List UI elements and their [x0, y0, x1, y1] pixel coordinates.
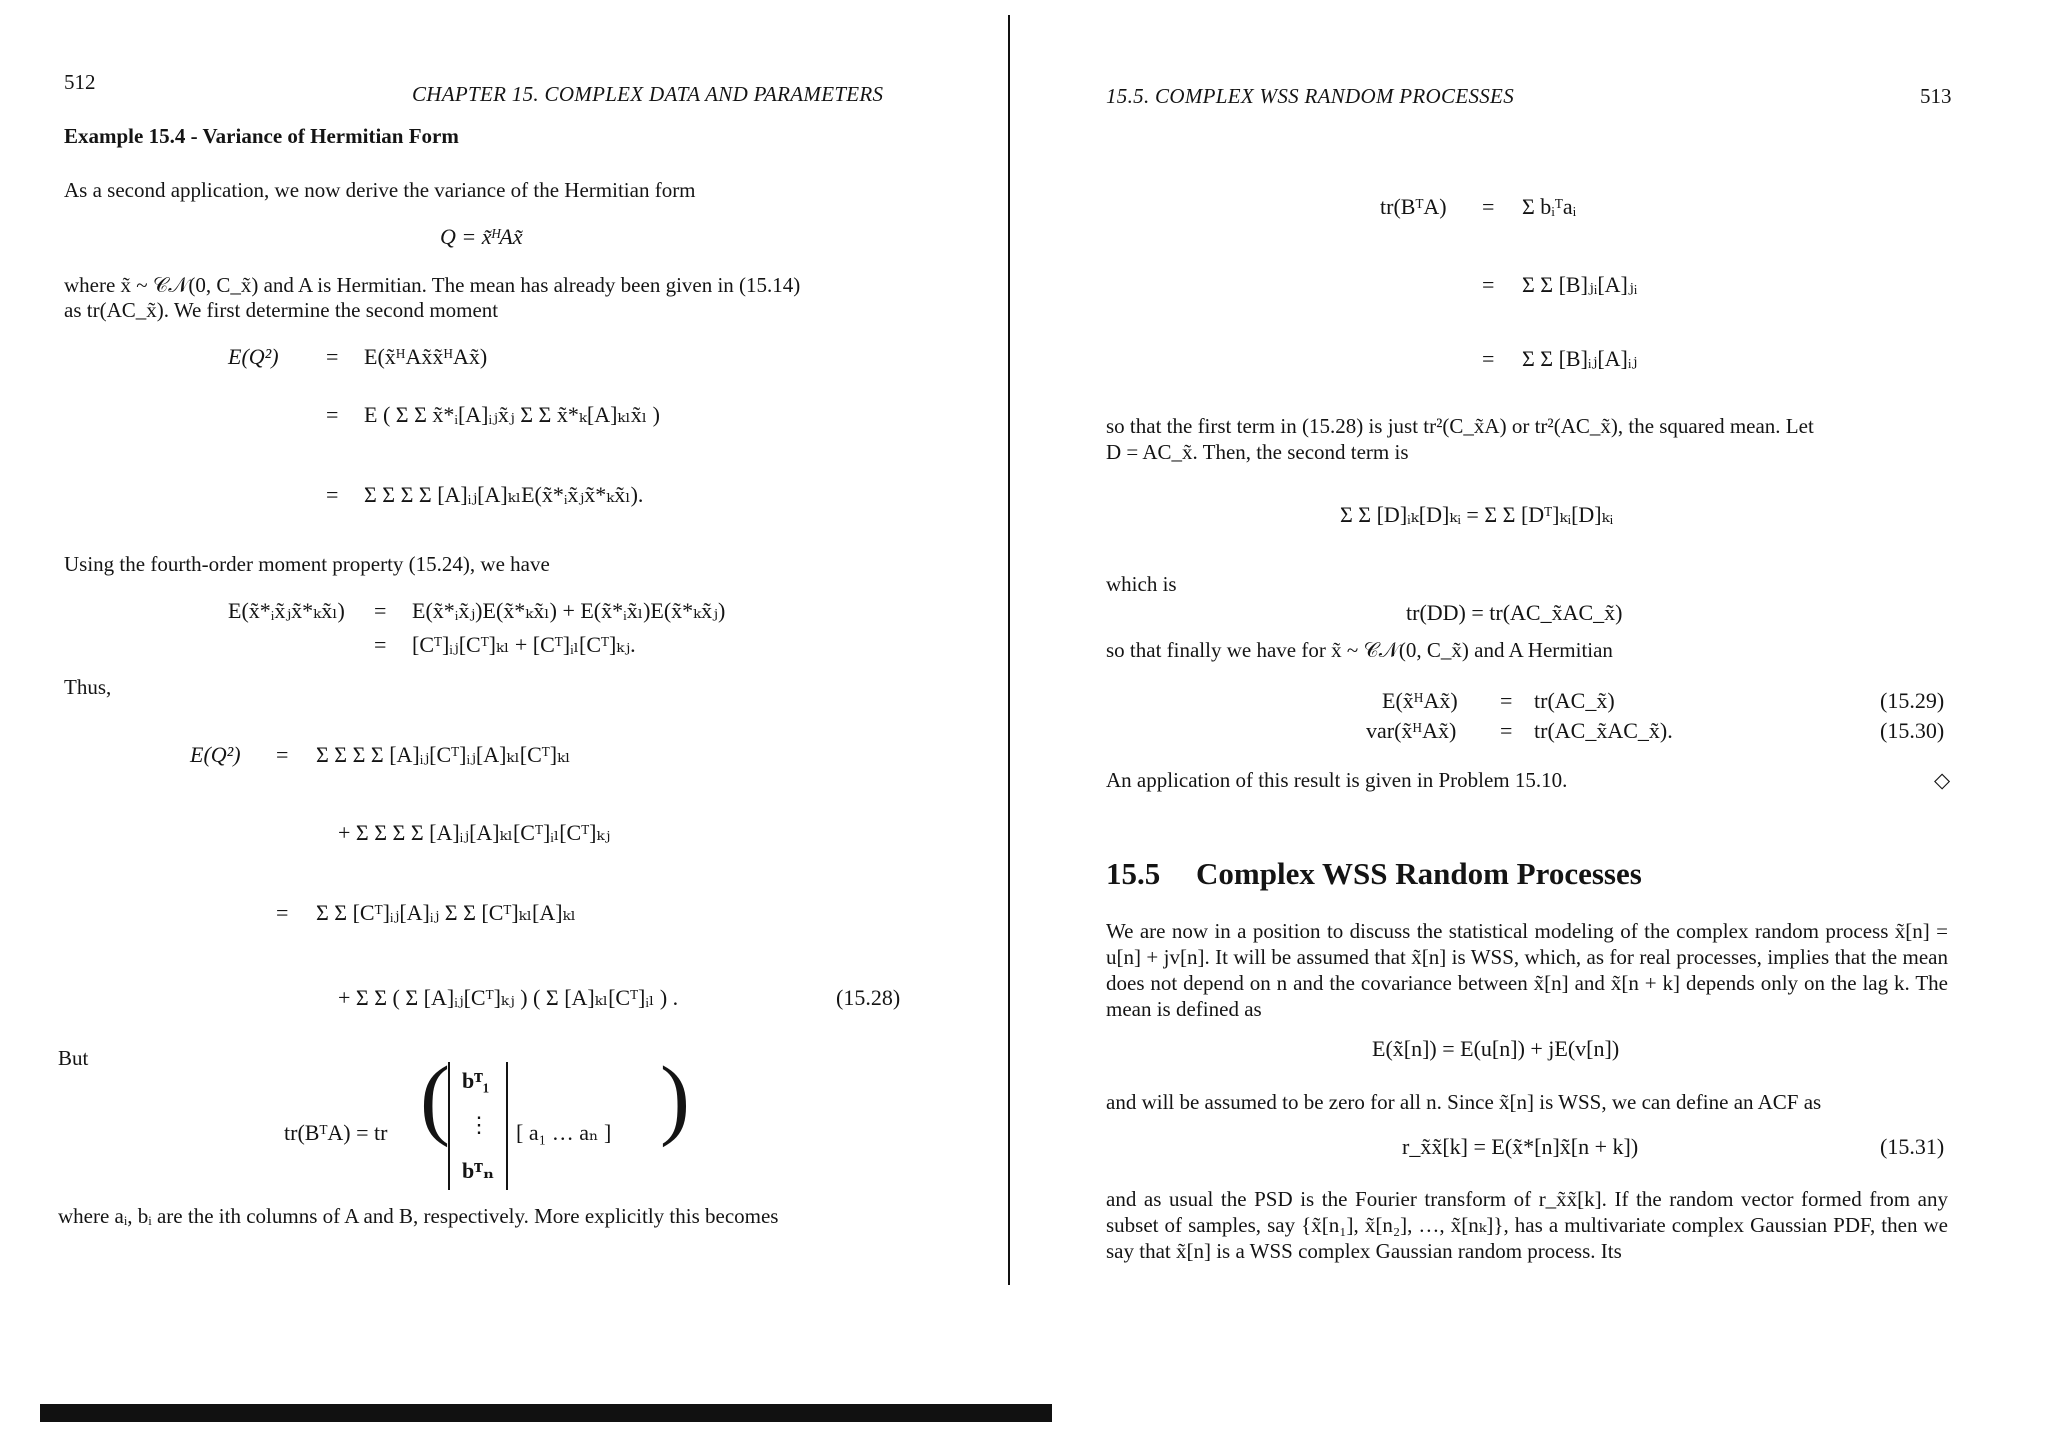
page-number: 513 [1920, 84, 1952, 108]
equals-sign: = [1500, 688, 1513, 713]
running-head: CHAPTER 15. COMPLEX DATA AND PARAMETERS [412, 82, 884, 106]
paragraph: We are now in a position to discuss the statistical modeling of the complex random process x̃[n] = u[n] + jv[n]. It will be assumed that x̃[n] is WSS, which, as for real processes, implies that the mean does not depend on n and the covariance between x̃[n] and x̃[n + k] depends only on the lag k. The mean is defined as [1106, 919, 1948, 1021]
left-page [0, 0, 1010, 1446]
equation-lhs: E(Q²) [190, 742, 241, 767]
equals-sign: = [374, 598, 387, 623]
right-page [1010, 0, 2048, 1446]
paragraph: where aᵢ, bᵢ are the ith columns of A and B, respectively. More explicitly this becomes [58, 1204, 779, 1228]
paragraph: as tr(AC_x̃). We first determine the second moment [64, 298, 499, 322]
equation-rhs: + Σ Σ ( Σ [A]ᵢⱼ[Cᵀ]ₖⱼ ) ( Σ [A]ₖₗ[Cᵀ]ᵢₗ ) . [338, 985, 679, 1010]
equals-sign: = [1482, 194, 1495, 219]
paragraph: where x̃ ~ 𝒞𝒩(0, C_x̃) and A is Hermitian. The mean has already been given in (15.14) [64, 273, 801, 297]
example-title: Example 15.4 - Variance of Hermitian Form [64, 124, 459, 148]
equation-q: Q = x̃ᴴAx̃ [440, 224, 523, 249]
equation-rhs: E(x̃*ᵢx̃ⱼ)E(x̃*ₖx̃ₗ) + E(x̃*ᵢx̃ₗ)E(x̃*ₖx̃ⱼ) [412, 598, 726, 623]
paragraph: Using the fourth-order moment property (15.24), we have [64, 552, 550, 576]
equation-lhs: E(x̃*ᵢx̃ⱼx̃*ₖx̃ₗ) [228, 598, 345, 623]
equation-rhs: Σ Σ [B]ᵢⱼ[A]ᵢⱼ [1522, 346, 1638, 371]
thus-label: Thus, [64, 675, 112, 699]
equals-sign: = [276, 742, 289, 767]
paragraph: and will be assumed to be zero for all n. Since x̃[n] is WSS, we can define an ACF as [1106, 1090, 1822, 1114]
equation-lhs: E(Q²) [228, 344, 279, 369]
paragraph: An application of this result is given in Problem 15.10. [1106, 768, 1568, 792]
paragraph: so that finally we have for x̃ ~ 𝒞𝒩(0, C_x̃) and A Hermitian [1106, 638, 1613, 662]
equals-sign: = [374, 632, 387, 657]
page-number: 512 [64, 70, 96, 94]
equation-number: (15.28) [836, 985, 901, 1010]
end-of-example-mark: ◇ [1934, 768, 1951, 792]
equals-sign: = [1482, 272, 1495, 297]
but-label: But [58, 1046, 89, 1070]
equation-lhs: var(x̃ᴴAx̃) [1366, 718, 1457, 743]
equation-lhs: tr(BᵀA) [1380, 194, 1447, 219]
running-head: 15.5. COMPLEX WSS RANDOM PROCESSES [1106, 84, 1514, 108]
paragraph: As a second application, we now derive the variance of the Hermitian form [64, 178, 696, 202]
equation-rhs: Σ Σ Σ Σ [A]ᵢⱼ[Cᵀ]ᵢⱼ[A]ₖₗ[Cᵀ]ₖₗ [316, 742, 571, 767]
equation-rhs: tr(AC_x̃AC_x̃). [1534, 718, 1673, 743]
equals-sign: = [326, 344, 339, 369]
equation-rhs: Σ Σ Σ Σ [A]ᵢⱼ[A]ₖₗE(x̃*ᵢx̃ⱼx̃*ₖx̃ₗ). [364, 482, 644, 507]
equation-mean-process: E(x̃[n]) = E(u[n]) + jE(v[n]) [1372, 1036, 1620, 1061]
paragraph: D = AC_x̃. Then, the second term is [1106, 440, 1409, 464]
paragraph: and as usual the PSD is the Fourier transform of r_x̃x̃[k]. If the random vector formed from any subset of samples, say {x̃[n₁], x̃[n₂], …, x̃[nₖ]}, has a multivariate complex Gaussian PDF, then we say that x̃[n] is a WSS complex Gaussian random process. Its [1106, 1187, 1948, 1263]
equals-sign: = [276, 900, 289, 925]
equation-dd: Σ Σ [D]ᵢₖ[D]ₖᵢ = Σ Σ [Dᵀ]ₖᵢ[D]ₖᵢ [1340, 502, 1614, 527]
vector-entry: ⋮ [468, 1112, 490, 1137]
right-paren: ) [660, 1049, 690, 1148]
equation-number: (15.29) [1880, 688, 1945, 713]
equation-rhs: + Σ Σ Σ Σ [A]ᵢⱼ[A]ₖₗ[Cᵀ]ᵢₗ[Cᵀ]ₖⱼ [338, 820, 611, 845]
equals-sign: = [326, 482, 339, 507]
vector-entry: bᵀ₁ [462, 1068, 490, 1093]
equals-sign: = [1500, 718, 1513, 743]
equation-number: (15.30) [1880, 718, 1945, 743]
equation-rhs: Σ Σ [B]ⱼᵢ[A]ⱼᵢ [1522, 272, 1638, 297]
equals-sign: = [1482, 346, 1495, 371]
equation-number: (15.31) [1880, 1134, 1945, 1159]
equation-rhs: tr(AC_x̃) [1534, 688, 1615, 713]
equation-rhs: Σ Σ [Cᵀ]ᵢⱼ[A]ᵢⱼ Σ Σ [Cᵀ]ₖₗ[A]ₖₗ [316, 900, 576, 925]
equals-sign: = [326, 402, 339, 427]
vector-entry: bᵀₙ [462, 1158, 495, 1183]
paragraph: so that the first term in (15.28) is just tr²(C_x̃A) or tr²(AC_x̃), the squared mean. Let [1106, 414, 1814, 438]
equation-acf: r_x̃x̃[k] = E(x̃*[n]x̃[n + k]) [1402, 1134, 1639, 1159]
equation-rhs: E(x̃ᴴAx̃x̃ᴴAx̃) [364, 344, 488, 369]
equation-trdd: tr(DD) = tr(AC_x̃AC_x̃) [1406, 600, 1623, 625]
section-number: 15.5 [1106, 856, 1161, 891]
equation-rhs: Σ bᵢᵀaᵢ [1522, 194, 1577, 219]
equation-lhs: E(x̃ᴴAx̃) [1382, 688, 1458, 713]
equation-rhs: [Cᵀ]ᵢⱼ[Cᵀ]ₖₗ + [Cᵀ]ᵢₗ[Cᵀ]ₖⱼ. [412, 632, 636, 657]
row-vector: [ a₁ … aₙ ] [516, 1120, 612, 1145]
equation-rhs: E ( Σ Σ x̃*ᵢ[A]ᵢⱼx̃ⱼ Σ Σ x̃*ₖ[A]ₖₗx̃ₗ ) [364, 402, 660, 427]
section-title: Complex WSS Random Processes [1196, 856, 1642, 891]
which-is-label: which is [1106, 572, 1177, 596]
equation-lhs: tr(BᵀA) = tr [284, 1120, 388, 1145]
left-paren: ( [420, 1049, 450, 1148]
